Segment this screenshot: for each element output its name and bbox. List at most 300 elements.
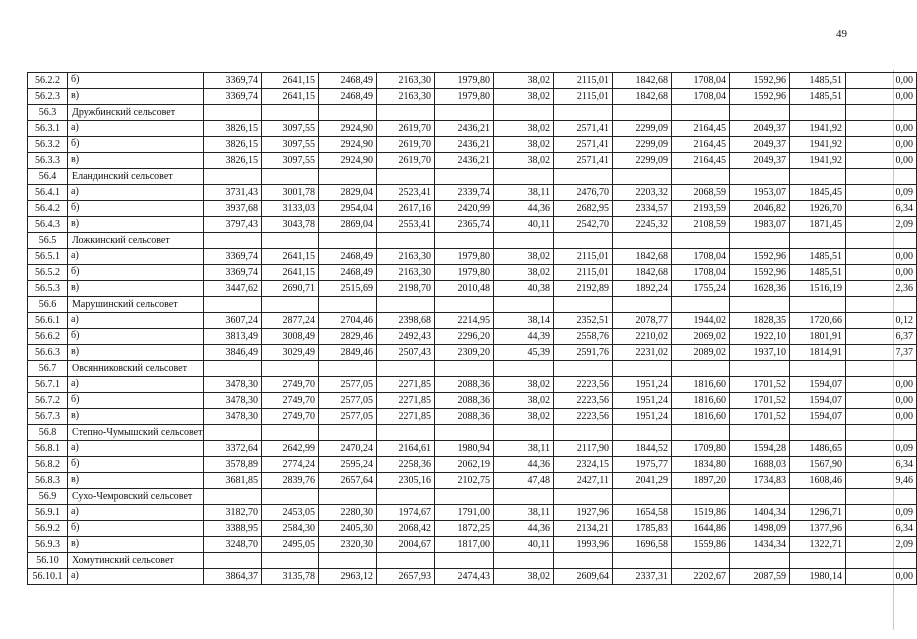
value-cell: 1922,10 bbox=[730, 329, 790, 345]
empty-cell bbox=[262, 361, 319, 377]
value-cell: 38,02 bbox=[494, 409, 554, 425]
value-cell: 1709,80 bbox=[672, 441, 730, 457]
value-cell: 2004,67 bbox=[377, 537, 435, 553]
table-row bbox=[28, 377, 917, 393]
value-cell: 3826,15 bbox=[204, 121, 262, 137]
value-cell: 1897,20 bbox=[672, 473, 730, 489]
value-cell: 3369,74 bbox=[204, 73, 262, 89]
value-cell: 1892,24 bbox=[613, 281, 672, 297]
row-letter: б) bbox=[68, 457, 204, 473]
value-cell: 1941,92 bbox=[790, 121, 846, 137]
empty-cell bbox=[790, 361, 846, 377]
table-row bbox=[28, 521, 917, 537]
value-cell: 2436,21 bbox=[435, 153, 494, 169]
empty-cell bbox=[672, 425, 730, 441]
empty-cell bbox=[613, 105, 672, 121]
row-code: 56.5.3 bbox=[28, 281, 68, 297]
value-cell: 1842,68 bbox=[613, 265, 672, 281]
row-letter: а) bbox=[68, 377, 204, 393]
value-cell: 3447,62 bbox=[204, 281, 262, 297]
empty-cell bbox=[730, 169, 790, 185]
value-cell: 2202,67 bbox=[672, 569, 730, 585]
value-cell: 2704,46 bbox=[319, 313, 377, 329]
value-cell: 1926,70 bbox=[790, 201, 846, 217]
section-name: Степно-Чумышский сельсовет bbox=[68, 425, 204, 441]
value-cell: 2398,68 bbox=[377, 313, 435, 329]
value-cell: 1974,67 bbox=[377, 505, 435, 521]
value-cell: 2690,71 bbox=[262, 281, 319, 297]
value-cell: 1701,52 bbox=[730, 377, 790, 393]
table-row bbox=[28, 505, 917, 521]
empty-cell bbox=[204, 105, 262, 121]
value-cell: 1592,96 bbox=[730, 265, 790, 281]
empty-cell bbox=[554, 297, 613, 313]
value-cell: 3826,15 bbox=[204, 153, 262, 169]
value-cell: 2,36 bbox=[846, 281, 917, 297]
section-row bbox=[28, 361, 917, 377]
value-cell: 2474,43 bbox=[435, 569, 494, 585]
section-name: Ложкинский сельсовет bbox=[68, 233, 204, 249]
value-cell: 2577,05 bbox=[319, 409, 377, 425]
empty-cell bbox=[730, 233, 790, 249]
empty-cell bbox=[613, 489, 672, 505]
value-cell: 3478,30 bbox=[204, 377, 262, 393]
value-cell: 2749,70 bbox=[262, 393, 319, 409]
value-cell: 2010,48 bbox=[435, 281, 494, 297]
empty-cell bbox=[790, 489, 846, 505]
value-cell: 0,09 bbox=[846, 505, 917, 521]
value-cell: 1608,46 bbox=[790, 473, 846, 489]
value-cell: 1654,58 bbox=[613, 505, 672, 521]
empty-cell bbox=[319, 553, 377, 569]
value-cell: 3097,55 bbox=[262, 153, 319, 169]
value-cell: 6,34 bbox=[846, 201, 917, 217]
value-cell: 2078,77 bbox=[613, 313, 672, 329]
value-cell: 3043,78 bbox=[262, 217, 319, 233]
value-cell: 2595,24 bbox=[319, 457, 377, 473]
section-name: Дружбинский сельсовет bbox=[68, 105, 204, 121]
value-cell: 2571,41 bbox=[554, 153, 613, 169]
value-cell: 0,00 bbox=[846, 265, 917, 281]
value-cell: 1486,65 bbox=[790, 441, 846, 457]
value-cell: 3369,74 bbox=[204, 89, 262, 105]
value-cell: 2223,56 bbox=[554, 409, 613, 425]
value-cell: 38,11 bbox=[494, 185, 554, 201]
value-cell: 1817,00 bbox=[435, 537, 494, 553]
row-letter: а) bbox=[68, 249, 204, 265]
section-row bbox=[28, 489, 917, 505]
value-cell: 2657,64 bbox=[319, 473, 377, 489]
row-code: 56.5.2 bbox=[28, 265, 68, 281]
value-cell: 3797,43 bbox=[204, 217, 262, 233]
value-cell: 2214,95 bbox=[435, 313, 494, 329]
value-cell: 2324,15 bbox=[554, 457, 613, 473]
empty-cell bbox=[377, 233, 435, 249]
table-row bbox=[28, 409, 917, 425]
empty-cell bbox=[262, 489, 319, 505]
value-cell: 44,36 bbox=[494, 521, 554, 537]
table-row bbox=[28, 537, 917, 553]
row-code: 56.7.2 bbox=[28, 393, 68, 409]
value-cell: 2041,29 bbox=[613, 473, 672, 489]
empty-cell bbox=[554, 489, 613, 505]
value-cell: 0,12 bbox=[846, 313, 917, 329]
table-row bbox=[28, 569, 917, 585]
value-cell: 2829,04 bbox=[319, 185, 377, 201]
value-cell: 1485,51 bbox=[790, 265, 846, 281]
empty-cell bbox=[319, 297, 377, 313]
value-cell: 2682,95 bbox=[554, 201, 613, 217]
row-code: 56.7.3 bbox=[28, 409, 68, 425]
empty-cell bbox=[613, 297, 672, 313]
value-cell: 3029,49 bbox=[262, 345, 319, 361]
value-cell: 2296,20 bbox=[435, 329, 494, 345]
row-code: 56.9.3 bbox=[28, 537, 68, 553]
empty-cell bbox=[319, 233, 377, 249]
empty-cell bbox=[204, 169, 262, 185]
value-cell: 2069,02 bbox=[672, 329, 730, 345]
value-cell: 3578,89 bbox=[204, 457, 262, 473]
value-cell: 45,39 bbox=[494, 345, 554, 361]
empty-cell bbox=[730, 105, 790, 121]
row-code: 56.9.2 bbox=[28, 521, 68, 537]
value-cell: 1941,92 bbox=[790, 153, 846, 169]
value-cell: 1816,60 bbox=[672, 409, 730, 425]
value-cell: 2163,30 bbox=[377, 89, 435, 105]
empty-cell bbox=[554, 425, 613, 441]
value-cell: 1498,09 bbox=[730, 521, 790, 537]
empty-cell bbox=[846, 105, 917, 121]
value-cell: 3864,37 bbox=[204, 569, 262, 585]
value-cell: 1844,52 bbox=[613, 441, 672, 457]
value-cell: 1975,77 bbox=[613, 457, 672, 473]
value-cell: 1594,07 bbox=[790, 393, 846, 409]
row-letter: а) bbox=[68, 441, 204, 457]
section-row bbox=[28, 169, 917, 185]
value-cell: 1871,45 bbox=[790, 217, 846, 233]
empty-cell bbox=[494, 297, 554, 313]
empty-cell bbox=[319, 361, 377, 377]
empty-cell bbox=[377, 489, 435, 505]
row-code: 56.6.1 bbox=[28, 313, 68, 329]
value-cell: 3478,30 bbox=[204, 409, 262, 425]
row-letter: в) bbox=[68, 409, 204, 425]
value-cell: 2164,45 bbox=[672, 153, 730, 169]
value-cell: 2231,02 bbox=[613, 345, 672, 361]
value-cell: 2515,69 bbox=[319, 281, 377, 297]
row-letter: а) bbox=[68, 569, 204, 585]
value-cell: 2427,11 bbox=[554, 473, 613, 489]
value-cell: 1845,45 bbox=[790, 185, 846, 201]
value-cell: 2068,42 bbox=[377, 521, 435, 537]
row-code: 56.8.3 bbox=[28, 473, 68, 489]
row-letter: б) bbox=[68, 521, 204, 537]
value-cell: 2,09 bbox=[846, 537, 917, 553]
value-cell: 1592,96 bbox=[730, 89, 790, 105]
value-cell: 2468,49 bbox=[319, 265, 377, 281]
value-cell: 1927,96 bbox=[554, 505, 613, 521]
row-letter: в) bbox=[68, 153, 204, 169]
value-cell: 40,38 bbox=[494, 281, 554, 297]
value-cell: 1979,80 bbox=[435, 89, 494, 105]
value-cell: 2405,30 bbox=[319, 521, 377, 537]
empty-cell bbox=[377, 297, 435, 313]
empty-cell bbox=[846, 553, 917, 569]
empty-cell bbox=[377, 425, 435, 441]
table-row bbox=[28, 137, 917, 153]
row-code: 56.8 bbox=[28, 425, 68, 441]
value-cell: 2088,36 bbox=[435, 409, 494, 425]
row-code: 56.10.1 bbox=[28, 569, 68, 585]
value-cell: 2584,30 bbox=[262, 521, 319, 537]
empty-cell bbox=[319, 489, 377, 505]
value-cell: 2088,36 bbox=[435, 377, 494, 393]
value-cell: 2749,70 bbox=[262, 409, 319, 425]
value-cell: 2963,12 bbox=[319, 569, 377, 585]
value-cell: 2553,41 bbox=[377, 217, 435, 233]
value-cell: 1404,34 bbox=[730, 505, 790, 521]
value-cell: 2280,30 bbox=[319, 505, 377, 521]
value-cell: 2164,45 bbox=[672, 121, 730, 137]
value-cell: 2924,90 bbox=[319, 153, 377, 169]
value-cell: 1720,66 bbox=[790, 313, 846, 329]
row-code: 56.4.3 bbox=[28, 217, 68, 233]
value-cell: 2619,70 bbox=[377, 121, 435, 137]
value-cell: 1979,80 bbox=[435, 265, 494, 281]
section-name: Сухо-Чемровский сельсовет bbox=[68, 489, 204, 505]
row-code: 56.2.2 bbox=[28, 73, 68, 89]
value-cell: 2271,85 bbox=[377, 377, 435, 393]
value-cell: 2049,37 bbox=[730, 121, 790, 137]
row-letter: а) bbox=[68, 313, 204, 329]
value-cell: 1377,96 bbox=[790, 521, 846, 537]
empty-cell bbox=[435, 553, 494, 569]
value-cell: 2192,89 bbox=[554, 281, 613, 297]
value-cell: 3813,49 bbox=[204, 329, 262, 345]
value-cell: 1516,19 bbox=[790, 281, 846, 297]
value-cell: 0,00 bbox=[846, 377, 917, 393]
value-cell: 2320,30 bbox=[319, 537, 377, 553]
value-cell: 2134,21 bbox=[554, 521, 613, 537]
value-cell: 0,00 bbox=[846, 89, 917, 105]
section-row bbox=[28, 233, 917, 249]
empty-cell bbox=[672, 361, 730, 377]
value-cell: 2223,56 bbox=[554, 393, 613, 409]
value-cell: 2453,05 bbox=[262, 505, 319, 521]
value-cell: 2420,99 bbox=[435, 201, 494, 217]
value-cell: 2577,05 bbox=[319, 393, 377, 409]
table-row bbox=[28, 265, 917, 281]
row-letter: б) bbox=[68, 73, 204, 89]
value-cell: 2087,59 bbox=[730, 569, 790, 585]
value-cell: 38,02 bbox=[494, 265, 554, 281]
empty-cell bbox=[377, 169, 435, 185]
value-cell: 0,00 bbox=[846, 137, 917, 153]
empty-cell bbox=[790, 553, 846, 569]
value-cell: 1708,04 bbox=[672, 265, 730, 281]
value-cell: 1628,36 bbox=[730, 281, 790, 297]
empty-cell bbox=[494, 105, 554, 121]
value-cell: 1708,04 bbox=[672, 89, 730, 105]
value-cell: 2049,37 bbox=[730, 137, 790, 153]
row-code: 56.4 bbox=[28, 169, 68, 185]
value-cell: 1842,68 bbox=[613, 89, 672, 105]
value-cell: 3388,95 bbox=[204, 521, 262, 537]
section-name: Овсянниковский сельсовет bbox=[68, 361, 204, 377]
row-code: 56.8.1 bbox=[28, 441, 68, 457]
value-cell: 40,11 bbox=[494, 217, 554, 233]
value-cell: 1485,51 bbox=[790, 249, 846, 265]
table-row bbox=[28, 473, 917, 489]
value-cell: 3097,55 bbox=[262, 121, 319, 137]
value-cell: 2163,30 bbox=[377, 265, 435, 281]
value-cell: 2558,76 bbox=[554, 329, 613, 345]
value-cell: 2839,76 bbox=[262, 473, 319, 489]
value-cell: 1708,04 bbox=[672, 249, 730, 265]
value-cell: 2507,43 bbox=[377, 345, 435, 361]
empty-cell bbox=[435, 489, 494, 505]
value-cell: 2571,41 bbox=[554, 137, 613, 153]
value-cell: 6,34 bbox=[846, 521, 917, 537]
row-letter: в) bbox=[68, 217, 204, 233]
value-cell: 1644,86 bbox=[672, 521, 730, 537]
empty-cell bbox=[672, 489, 730, 505]
value-cell: 2088,36 bbox=[435, 393, 494, 409]
value-cell: 2436,21 bbox=[435, 121, 494, 137]
empty-cell bbox=[494, 233, 554, 249]
value-cell: 2062,19 bbox=[435, 457, 494, 473]
value-cell: 3182,70 bbox=[204, 505, 262, 521]
table-row bbox=[28, 329, 917, 345]
value-cell: 2877,24 bbox=[262, 313, 319, 329]
value-cell: 2619,70 bbox=[377, 137, 435, 153]
row-code: 56.6.3 bbox=[28, 345, 68, 361]
empty-cell bbox=[790, 425, 846, 441]
value-cell: 44,36 bbox=[494, 201, 554, 217]
value-cell: 38,11 bbox=[494, 441, 554, 457]
value-cell: 1594,07 bbox=[790, 377, 846, 393]
section-row bbox=[28, 297, 917, 313]
value-cell: 0,00 bbox=[846, 153, 917, 169]
value-cell: 47,48 bbox=[494, 473, 554, 489]
empty-cell bbox=[613, 553, 672, 569]
value-cell: 0,00 bbox=[846, 409, 917, 425]
value-cell: 38,02 bbox=[494, 121, 554, 137]
row-code: 56.3 bbox=[28, 105, 68, 121]
empty-cell bbox=[319, 105, 377, 121]
section-row bbox=[28, 105, 917, 121]
row-code: 56.4.1 bbox=[28, 185, 68, 201]
value-cell: 7,37 bbox=[846, 345, 917, 361]
value-cell: 2829,46 bbox=[319, 329, 377, 345]
empty-cell bbox=[613, 425, 672, 441]
row-letter: а) bbox=[68, 185, 204, 201]
value-cell: 2642,99 bbox=[262, 441, 319, 457]
empty-cell bbox=[494, 425, 554, 441]
value-cell: 2049,37 bbox=[730, 153, 790, 169]
value-cell: 44,36 bbox=[494, 457, 554, 473]
section-row bbox=[28, 425, 917, 441]
value-cell: 1872,25 bbox=[435, 521, 494, 537]
value-cell: 2163,30 bbox=[377, 73, 435, 89]
empty-cell bbox=[435, 361, 494, 377]
empty-cell bbox=[554, 105, 613, 121]
table-row bbox=[28, 89, 917, 105]
row-letter: б) bbox=[68, 137, 204, 153]
empty-cell bbox=[262, 425, 319, 441]
value-cell: 2571,41 bbox=[554, 121, 613, 137]
empty-cell bbox=[613, 169, 672, 185]
row-letter: в) bbox=[68, 89, 204, 105]
empty-cell bbox=[672, 105, 730, 121]
row-code: 56.4.2 bbox=[28, 201, 68, 217]
value-cell: 2924,90 bbox=[319, 137, 377, 153]
value-cell: 3937,68 bbox=[204, 201, 262, 217]
value-cell: 2468,49 bbox=[319, 73, 377, 89]
value-cell: 3607,24 bbox=[204, 313, 262, 329]
empty-cell bbox=[319, 425, 377, 441]
value-cell: 0,00 bbox=[846, 73, 917, 89]
value-cell: 6,37 bbox=[846, 329, 917, 345]
row-code: 56.9 bbox=[28, 489, 68, 505]
empty-cell bbox=[554, 233, 613, 249]
value-cell: 1937,10 bbox=[730, 345, 790, 361]
empty-cell bbox=[319, 169, 377, 185]
empty-cell bbox=[494, 169, 554, 185]
value-cell: 1979,80 bbox=[435, 249, 494, 265]
row-letter: в) bbox=[68, 281, 204, 297]
empty-cell bbox=[730, 361, 790, 377]
value-cell: 2365,74 bbox=[435, 217, 494, 233]
section-name: Хомутинский сельсовет bbox=[68, 553, 204, 569]
empty-cell bbox=[204, 233, 262, 249]
row-letter: б) bbox=[68, 393, 204, 409]
empty-cell bbox=[613, 233, 672, 249]
value-cell: 3008,49 bbox=[262, 329, 319, 345]
value-cell: 2163,30 bbox=[377, 249, 435, 265]
value-cell: 2495,05 bbox=[262, 537, 319, 553]
value-cell: 3369,74 bbox=[204, 249, 262, 265]
value-cell: 2542,70 bbox=[554, 217, 613, 233]
table-row bbox=[28, 121, 917, 137]
empty-cell bbox=[262, 105, 319, 121]
value-cell: 1834,80 bbox=[672, 457, 730, 473]
value-cell: 1814,91 bbox=[790, 345, 846, 361]
value-cell: 2641,15 bbox=[262, 89, 319, 105]
value-cell: 2198,70 bbox=[377, 281, 435, 297]
value-cell: 1485,51 bbox=[790, 89, 846, 105]
page-number: 49 bbox=[836, 28, 847, 40]
value-cell: 2068,59 bbox=[672, 185, 730, 201]
row-letter: а) bbox=[68, 121, 204, 137]
value-cell: 2869,04 bbox=[319, 217, 377, 233]
row-letter: б) bbox=[68, 265, 204, 281]
value-cell: 1559,86 bbox=[672, 537, 730, 553]
value-cell: 2115,01 bbox=[554, 249, 613, 265]
row-letter: а) bbox=[68, 505, 204, 521]
row-code: 56.5.1 bbox=[28, 249, 68, 265]
table-row bbox=[28, 73, 917, 89]
value-cell: 40,11 bbox=[494, 537, 554, 553]
value-cell: 0,00 bbox=[846, 569, 917, 585]
value-cell: 1941,92 bbox=[790, 137, 846, 153]
empty-cell bbox=[790, 169, 846, 185]
value-cell: 2617,16 bbox=[377, 201, 435, 217]
value-cell: 2102,75 bbox=[435, 473, 494, 489]
value-cell: 38,02 bbox=[494, 393, 554, 409]
empty-cell bbox=[613, 361, 672, 377]
empty-cell bbox=[846, 489, 917, 505]
